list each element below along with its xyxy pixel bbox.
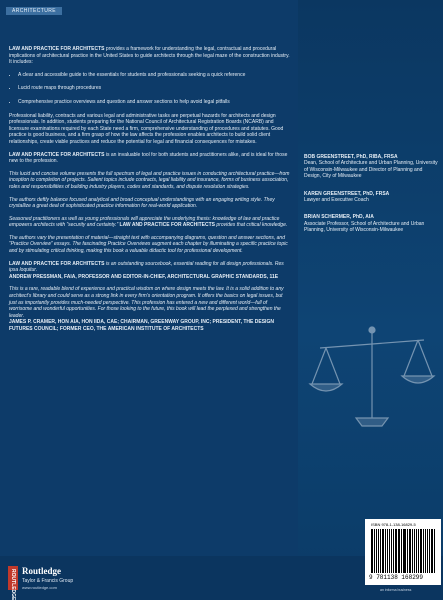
isbn-barcode [365,519,441,585]
scales-of-justice-image [306,318,438,430]
review-text: Seasoned practitioners as well as young professionals will appreciate the underlying thesis: knowledge of law and practice empowers architects with “security and certainty.” [9,215,280,229]
review-paragraph [9,261,291,281]
author-name: KAREN GREENSTREET, PhD, FRSA [304,190,390,197]
book-title-inline: LAW AND PRACTICE FOR ARCHITECTS [119,222,215,229]
author-entry [304,154,440,180]
review-paragraph: The authors vary the presentation of material—straight text with accompanying diagrams, question and answer sections, and “Practice Overview” essays. The fascinating Practice Overviews augment each chapter by illuminating a specific practice topic and by stimulating critical thinking, making this book a valuable didactic tool for professional development. [9,234,288,255]
review-paragraph: This lucid and concise volume presents the full spectrum of legal and practice issues in conducting architectural practice—from inception to completion of projects. Salient topics include contracts, legal liability and insurance, forms of business association, roles and responsibilities of building industry players, codes and standards, and dispute resolution strategies. [9,170,290,190]
review-attribution: JAMES P. CRAMER, HON AIA, HON IIDA, CAE; CHAIRMAN, GREENWAY GROUP, INC; PRESIDENT, THE DESIGN FUTURES COUNCIL; FORMER CEO, THE AMERICAN INSTITUTE OF ARCHITECTS [9,319,274,332]
author-bio: Associate Professor, School of Architecture and Urban Planning, University of Wisconsin-Milwaukee [304,220,425,234]
review-text: is an outstanding sourcebook, essential reading for all design professionals. Res ipsa loquitur. [9,260,284,274]
author-bio: Dean, School of Architecture and Urban Planning, University of Wisconsin-Milwaukee and Director of Planning and Design, City of Milwaukee [304,160,438,180]
author-bio: Lawyer and Executive Coach [304,197,369,204]
publisher-url: www.routledge.com [22,585,57,590]
review-paragraph: The authors deftly balance focused analytical and broad conceptual understandings with an engaging writing style. They crystallize a great deal of sophisticated practice information for real-world application. [9,196,275,210]
author-name: BOB GREENSTREET, PhD, RIBA, FRSA [304,154,398,160]
intro-paragraph [9,46,291,66]
imprint-text: an informa business [380,588,412,592]
logo-text: ROUTLEDGE [10,569,16,600]
review-text: provides that critical knowledge. [214,222,288,229]
publisher-group: Taylor & Francis Group [22,578,74,584]
feature-list [9,72,291,106]
author-list [304,154,440,245]
category-tag: ARCHITECTURE [6,7,62,15]
review-paragraph [9,286,291,332]
book-title-inline: LAW AND PRACTICE FOR ARCHITECTS [9,151,105,158]
feature-item: • Comprehensive practice overviews and question and answer sections to help avoid legal pitfalls [18,99,291,106]
review-paragraph [9,216,291,229]
right-image-panel [298,0,443,600]
book-title-inline: LAW AND PRACTICE FOR ARCHITECTS [9,260,105,267]
feature-item: • A clear and accessible guide to the essentials for students and professionals seeking a quick reference [18,72,291,79]
body-paragraph: Professional liability, contracts and various legal and administrative tasks are perpetual hazards for architects and design professionals. In addition, students preparing for the National Council of Architectural Registration Boards (NCARB) and licensure examinations required by each State need a firm, comprehensive understanding of procedures and statutes. Good practice is good business, and a firm grasp of how the law affects the profession enables architects to build solid client relationships, create viable practices and reduce the potential for legal and financial consequences for mistakes. [9,112,284,145]
book-title-inline: LAW AND PRACTICE FOR ARCHITECTS [9,46,105,52]
summary-text: is an invaluable tool for both students and practitioners alike, and is ideal for those new to the profession. [9,151,288,165]
routledge-logo-icon [8,566,18,600]
feature-item: • Lucid route maps through procedures [18,85,291,92]
publisher-name: Routledge [22,566,61,576]
barcode-bars [371,529,435,573]
author-name: BRIAN SCHERMER, PhD, AIA [304,214,374,221]
intro-text: provides a framework for understanding the legal, contractual and procedural implications of architectural practice in the United States to guide architects through the legal maze of the construction industry. It includes: [9,46,290,66]
author-entry [304,191,440,204]
barcode-number: 9 781138 168299 [369,574,424,581]
review-attribution: ANDREW PRESSMAN, FAIA, PROFESSOR AND EDITOR-IN-CHIEF, ARCHITECTURAL GRAPHIC STANDARDS, 11E [9,273,279,280]
review-text: This is a rare, readable blend of experience and practical wisdom on where design meets the law. It is a solid addition to any architect’s library and could serve as a strong link in every firm’s orientation program. It offers the basics on legal issues, but just as importantly provides much-needed perspective. This profession has entered a new and different world—full of worrisome and wonderful opportunities. For those looking to the future, this book will lead the perplexed and strengthen the leader. [9,286,284,319]
summary-paragraph [9,152,291,165]
author-entry [304,214,440,233]
description-block [9,46,291,339]
isbn-text: ISBN 978-1-138-16829-5 [371,522,416,527]
